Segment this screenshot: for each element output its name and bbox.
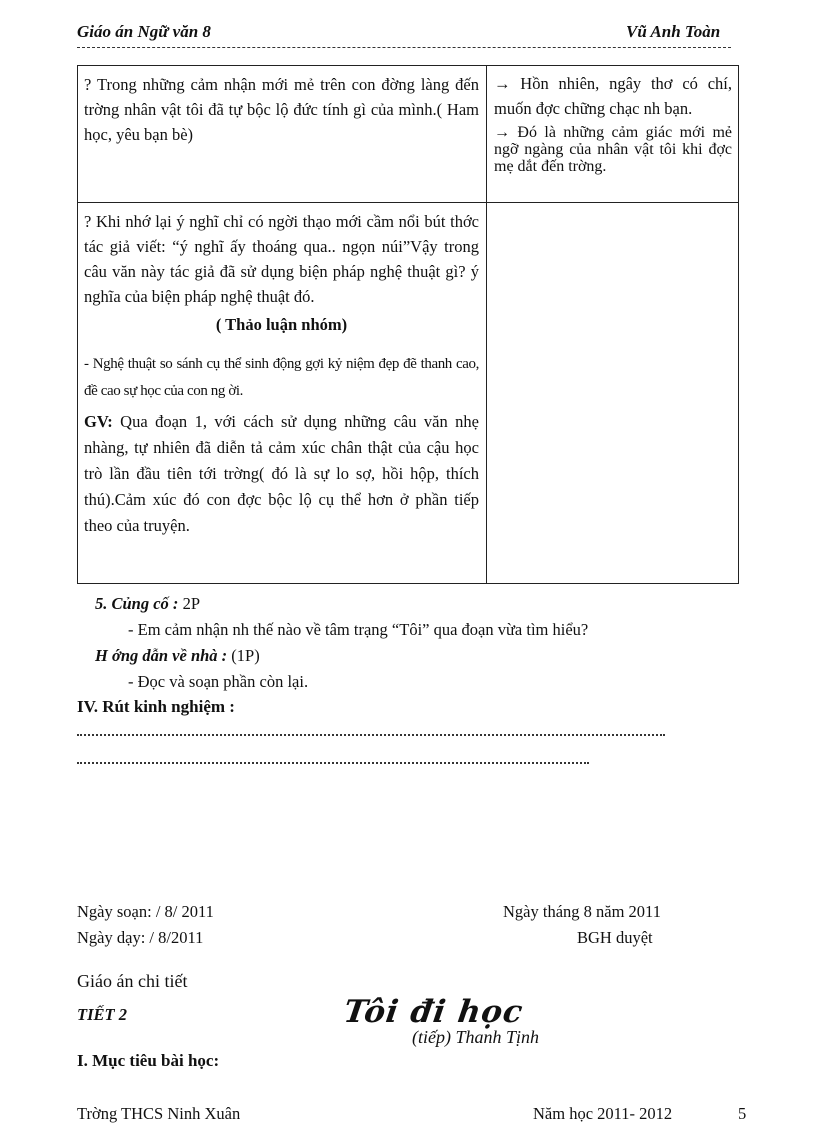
prep-date: Ngày soạn: / 8/ 2011 (77, 902, 214, 921)
page-number: 5 (738, 1104, 747, 1123)
homework-label: H ớng dẫn về nhà : (95, 646, 228, 665)
table-row-divider (77, 202, 739, 203)
header-subject: Giáo án Ngữ văn 8 (77, 22, 211, 41)
consolidation-item: - Em cảm nhận nh thế nào về tâm trạng “Tôi” qua đoạn vừa tìm hiểu? (128, 620, 589, 639)
header-divider (77, 47, 731, 48)
approval-date: Ngày tháng 8 năm 2011 (503, 902, 661, 921)
section-consolidation (95, 594, 200, 614)
art-note: - Nghệ thuật so sánh cụ thể sinh động gợi kỷ niệm đẹp đẽ thanh cao, đề cao sự học của con ng ời. (84, 356, 479, 399)
teacher-label: GV: (84, 412, 113, 431)
objectives-heading: I. Mục tiêu bài học: (77, 1051, 220, 1070)
row1-question: ? Trong những cảm nhận mới mẻ trên con đờng làng đến trờng nhân vật tôi đã tự bộc lộ đức tính gì của mình.( Ham học, yêu bạn bè) (84, 75, 479, 144)
row1-answer (494, 71, 732, 175)
homework-time: (1P) (227, 646, 260, 665)
row1-answer-2: → Đó là những cảm giác mới mẻ ngỡ ngàng của nhân vật tôi khi đợc mẹ dắt đến trờng. (494, 124, 732, 175)
lesson-subtitle: (tiếp) Thanh Tịnh (412, 1027, 540, 1047)
footer-school: Trờng THCS Ninh Xuân (77, 1104, 241, 1123)
teacher-note (84, 409, 479, 539)
table-column-divider (486, 65, 487, 584)
teacher-text: Qua đoạn 1, với cách sử dụng những câu văn nhẹ nhàng, tự nhiên đã diễn tả cảm xúc chân thật của cậu học trò lần đầu tiên tới trờng( đó là sự lo sợ, hồi hộp, thích thú).Cảm xúc đó con đợc bộc lộ cụ thể hơn ở phần tiếp theo của truyện. (84, 412, 479, 535)
header-author: Vũ Anh Toàn (626, 22, 721, 41)
lesson-plan-label: Giáo án chi tiết (77, 971, 188, 991)
approval-board: BGH duyệt (577, 928, 653, 947)
footer-year: Năm học 2011- 2012 (533, 1104, 673, 1123)
period-label: TIẾT 2 (77, 1005, 127, 1024)
teach-date: Ngày dạy: / 8/2011 (77, 928, 204, 947)
row2-question: ? Khi nhớ lại ý nghĩ chỉ có ngời thạo mới cầm nổi bút thớc tác giả viết: “ý nghĩ ấy thoáng qua.. ngọn núi”Vậy trong câu văn này tác giả đã sử dụng biện pháp nghệ thuật gì? ý nghĩa của biện pháp nghệ thuật đó. (84, 212, 479, 306)
dotted-line-1 (77, 722, 665, 736)
lesson-title: Tôi đi học (341, 994, 526, 1030)
consolidation-time: 2P (178, 594, 200, 613)
homework-item: - Đọc và soạn phần còn lại. (128, 672, 309, 691)
section-experience: IV. Rút kinh nghiệm : (77, 697, 235, 716)
row2-content (84, 209, 479, 539)
consolidation-label: 5. Củng cố : (95, 594, 179, 613)
group-discussion-note: ( Thảo luận nhóm) (215, 315, 348, 334)
row1-answer-1: → Hồn nhiên, ngây thơ có chí, muốn đợc chững chạc nh bạn. (494, 74, 732, 118)
dotted-line-2 (77, 750, 589, 764)
section-homework (95, 646, 260, 666)
